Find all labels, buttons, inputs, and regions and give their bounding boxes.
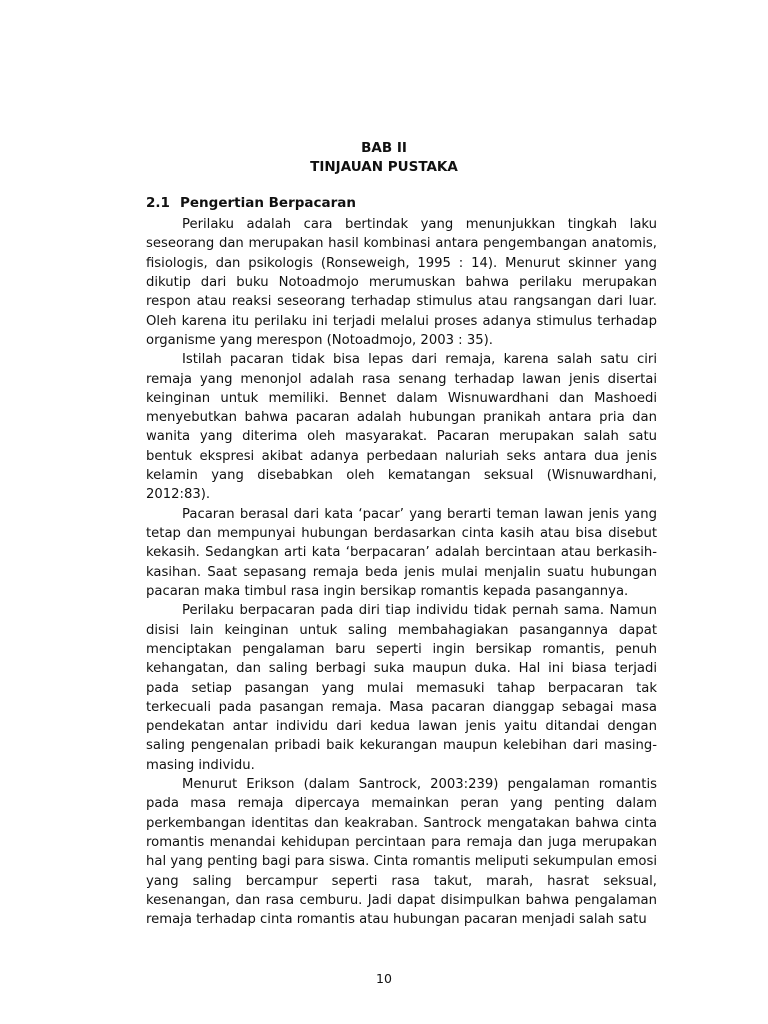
section-heading	[146, 194, 356, 213]
section-title: Pengertian Berpacaran	[180, 195, 357, 211]
paragraph: Menurut Erikson (dalam Santrock, 2003:239) pengalaman romantis pada masa remaja dipercaya memainkan peran yang penting dalam perkembangan identitas dan keakraban. Santrock mengatakan bahwa cinta romantis menandai kehidupan percintaan para remaja dan juga merupakan hal yang penting bagi para siswa. Cinta romantis meliputi sekumpulan emosi yang saling bercampur seperti rasa takut, marah, hasrat seksual, kesenangan, dan rasa cemburu. Jadi dapat disimpulkan bahwa pengalaman remaja terhadap cinta romantis atau hubungan pacaran menjadi salah satu	[146, 777, 657, 928]
body-text	[146, 215, 657, 930]
paragraph: Perilaku berpacaran pada diri tiap individu tidak pernah sama. Namun disisi lain keinginan untuk saling membahagiakan pasangannya dapat menciptakan pengalaman baru seperti ingin bersikap romantis, penuh kehangatan, dan saling berbagi suka maupun duka. Hal ini biasa terjadi pada setiap pasangan yang mulai memasuki tahap berpacaran tak terkecuali pada pasangan remaja. Masa pacaran dianggap sebagai masa pendekatan antar individu dari kedua lawan jenis yaitu ditandai dengan saling pengenalan pribadi baik kekurangan maupun kelebihan dari masing-masing individu.	[146, 603, 657, 773]
paragraph: Perilaku adalah cara bertindak yang menunjukkan tingkah laku seseorang dan merupakan hasil kombinasi antara pengembangan anatomis, fisiologis, dan psikologis (Ronseweigh, 1995 : 14). Menurut skinner yang dikutip dari buku Notoadmojo merumuskan bahwa perilaku merupakan respon atau reaksi seseorang terhadap stimulus atau rangsangan dari luar. Oleh karena itu perilaku ini terjadi melalui proses adanya stimulus terhadap organisme yang merespon (Notoadmojo, 2003 : 35).	[146, 217, 657, 348]
page-number: 10	[376, 971, 392, 986]
paragraph: Pacaran berasal dari kata ‘pacar’ yang berarti teman lawan jenis yang tetap dan mempunyai hubungan berdasarkan cinta kasih atau bisa disebut kekasih. Sedangkan arti kata ‘berpacaran’ adalah bercintaan atau berkasih-kasihan. Saat sepasang remaja beda jenis mulai menjalin suatu hubungan pacaran maka timbul rasa ingin bersikap romantis kepada pasangannya.	[146, 506, 657, 599]
paragraph: Istilah pacaran tidak bisa lepas dari remaja, karena salah satu ciri remaja yang menonjol adalah rasa senang terhadap lawan jenis disertai keinginan untuk memiliki. Bennet dalam Wisnuwardhani dan Mashoedi menyebutkan bahwa pacaran adalah hubungan pranikah antara pria dan wanita yang diterima oleh masyarakat. Pacaran merupakan salah satu bentuk ekspresi akibat adanya perbedaan naluriah seks antara dua jenis kelamin yang disebabkan oleh kematangan seksual (Wisnuwardhani, 2012:83).	[146, 352, 657, 503]
chapter-label: BAB II	[361, 140, 407, 156]
section-number: 2.1	[146, 195, 170, 211]
chapter-heading	[0, 139, 768, 177]
chapter-title: TINJAUAN PUSTAKA	[310, 159, 458, 175]
